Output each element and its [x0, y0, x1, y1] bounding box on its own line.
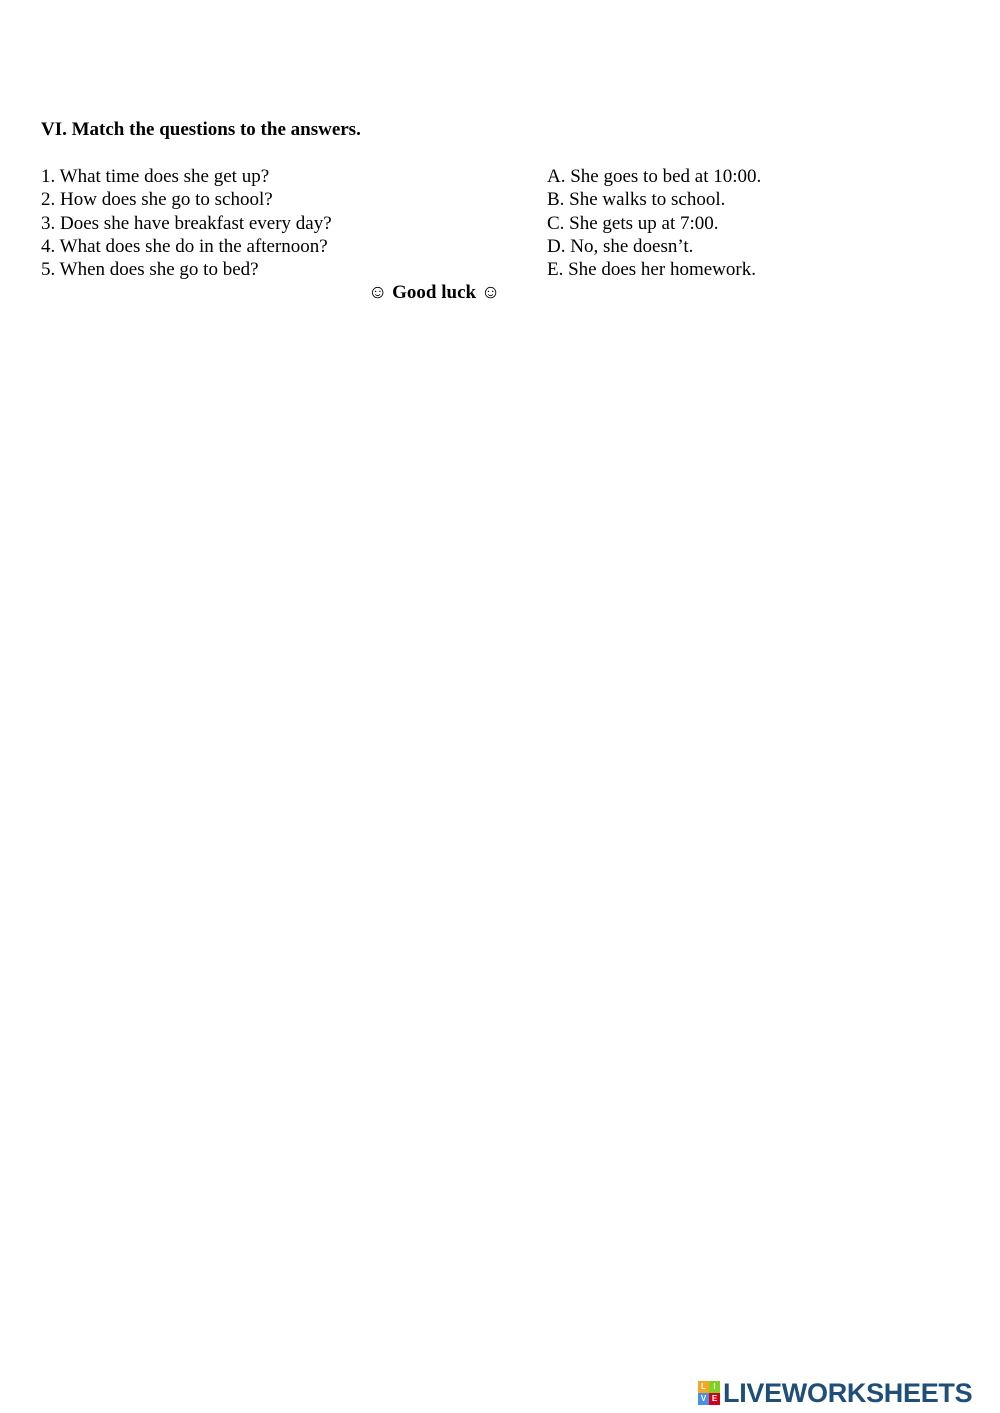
liveworksheets-watermark: [698, 1378, 972, 1408]
logo-letter: L: [698, 1381, 709, 1393]
answer-item: C. She gets up at 7:00.: [547, 212, 719, 234]
logo-letter: V: [698, 1393, 709, 1405]
liveworksheets-wordmark: LIVEWORKSHEETS: [723, 1378, 973, 1408]
question-item: 5. When does she go to bed?: [41, 259, 259, 281]
answer-item: D. No, she doesn’t.: [547, 235, 694, 257]
answers-list: [547, 165, 761, 281]
question-item: 2. How does she go to school?: [41, 189, 273, 211]
question-item: 1. What time does she get up?: [41, 166, 270, 187]
logo-letter: I: [709, 1381, 720, 1393]
exercise-heading: VI. Match the questions to the answers.: [41, 119, 361, 140]
logo-letter: E: [709, 1393, 720, 1405]
question-item: 3. Does she have breakfast every day?: [41, 212, 332, 234]
answer-item: B. She walks to school.: [547, 189, 726, 211]
good-luck-text: ☺ Good luck ☺: [368, 282, 501, 303]
question-item: 4. What does she do in the afternoon?: [41, 235, 328, 257]
answer-item: A. She goes to bed at 10:00.: [547, 166, 762, 187]
answer-item: E. She does her homework.: [547, 259, 756, 281]
liveworksheets-logo-icon: [698, 1381, 720, 1405]
questions-list: [41, 165, 332, 281]
